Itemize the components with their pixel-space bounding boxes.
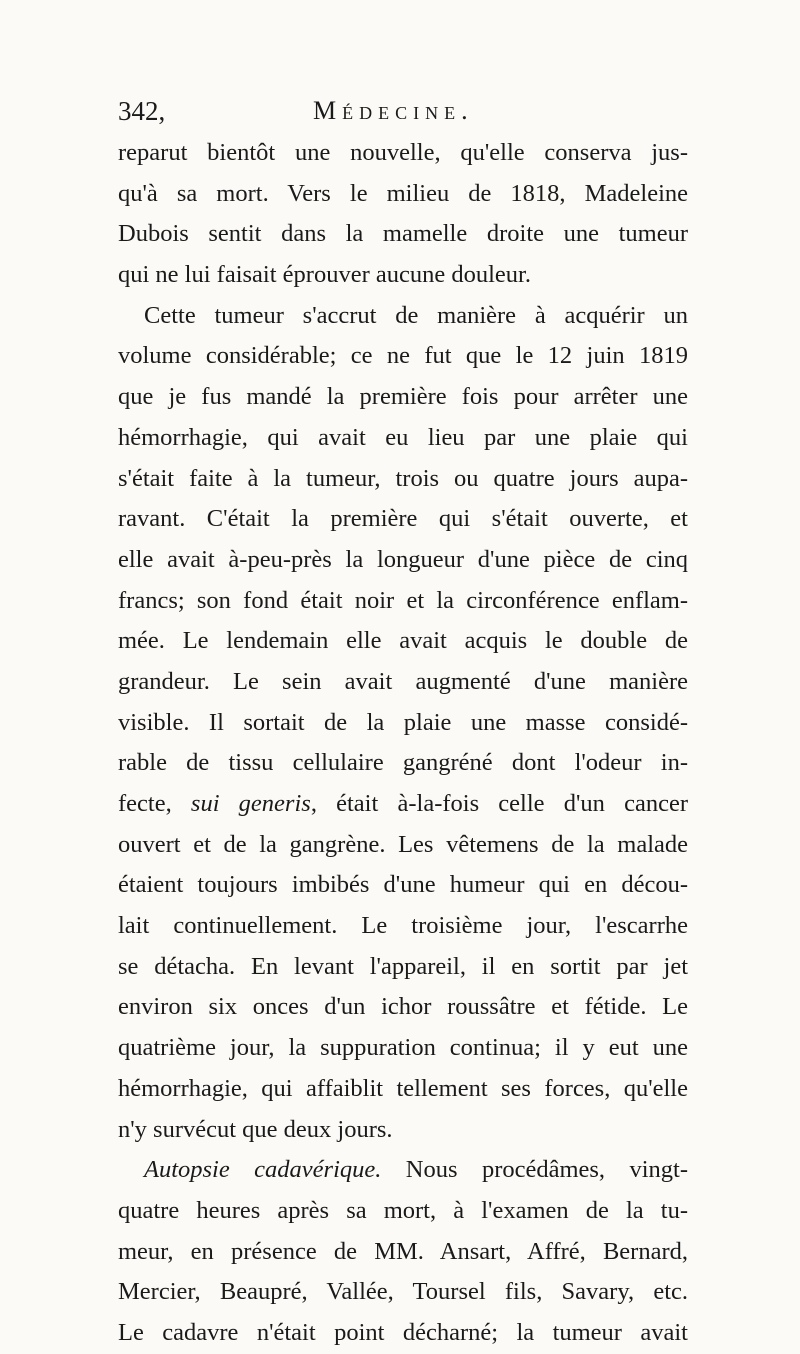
text-line: étaient toujours imbibés d'une humeur qui en décou-: [118, 871, 688, 899]
text-line: se détacha. En levant l'appareil, il en sortit par jet: [118, 952, 688, 980]
text-line: reparut bientôt une nouvelle, qu'elle conserva jus-: [118, 139, 688, 166]
text-line: grandeur. Le sein avait augmenté d'une manière: [118, 667, 688, 695]
page-number: 342,: [118, 96, 166, 126]
line-text: , était à-la-fois celle d'un cancer: [310, 790, 688, 817]
text-line: qu'à sa mort. Vers le milieu de 1818, Madeleine: [118, 179, 688, 207]
text-line: [118, 1150, 688, 1191]
text-line: que je fus mandé la première fois pour arrêter une: [118, 383, 688, 411]
text-line: qui ne lui faisait éprouver aucune douleur.: [118, 261, 531, 289]
text-line: francs; son fond était noir et la circonférence enflam-: [118, 586, 688, 614]
line-text: fecte,: [118, 790, 191, 817]
text-line: [118, 784, 688, 825]
text-line: quatrième jour, la suppuration continua; il y eut une: [118, 1034, 688, 1062]
text-line: ouvert et de la gangrène. Les vêtemens de la malade: [118, 830, 688, 858]
text-line: environ six onces d'un ichor roussâtre et fétide. Le: [118, 993, 688, 1021]
text-line: visible. Il sortait de la plaie une masse considé-: [118, 708, 688, 736]
text-line: quatre heures après sa mort, à l'examen de la tu-: [118, 1196, 688, 1224]
text-line: elle avait à-peu-près la longueur d'une pièce de cinq: [118, 545, 688, 573]
text-line: Dubois sentit dans la mamelle droite une tumeur: [118, 220, 688, 248]
text-body: [118, 133, 688, 1354]
text-line: n'y survécut que deux jours.: [118, 1115, 393, 1143]
text-line: Cette tumeur s'accrut de manière à acquérir un: [144, 301, 688, 329]
text-line: meur, en présence de MM. Ansart, Affré, Bernard,: [118, 1237, 688, 1265]
running-head: [118, 96, 688, 136]
text-line: hémorrhagie, qui affaiblit tellement ses forces, qu'elle: [118, 1074, 688, 1102]
text-line: ravant. C'était la première qui s'était ouverte, et: [118, 505, 688, 533]
text-line: rable de tissu cellulaire gangréné dont l'odeur in-: [118, 749, 688, 777]
text-line: s'était faite à la tumeur, trois ou quatre jours aupa-: [118, 464, 688, 492]
text-line: lait continuellement. Le troisième jour, l'escarrhe: [118, 912, 688, 940]
text-line: hémorrhagie, qui avait eu lieu par une plaie qui: [118, 423, 688, 451]
running-title: Médecine.: [313, 96, 474, 125]
text-line: Mercier, Beaupré, Vallée, Toursel fils, Savary, etc.: [118, 1278, 688, 1306]
section-heading-italic: Autopsie cadavérique.: [144, 1156, 382, 1184]
text-line: mée. Le lendemain elle avait acquis le double de: [118, 627, 688, 655]
italic-phrase: sui generis: [190, 790, 311, 817]
text-line: Le cadavre n'était point décharné; la tumeur avait: [118, 1318, 688, 1346]
text-line: volume considérable; ce ne fut que le 12 juin 1819: [118, 342, 688, 370]
line-text: Nous procédâmes, vingt-: [381, 1156, 689, 1184]
